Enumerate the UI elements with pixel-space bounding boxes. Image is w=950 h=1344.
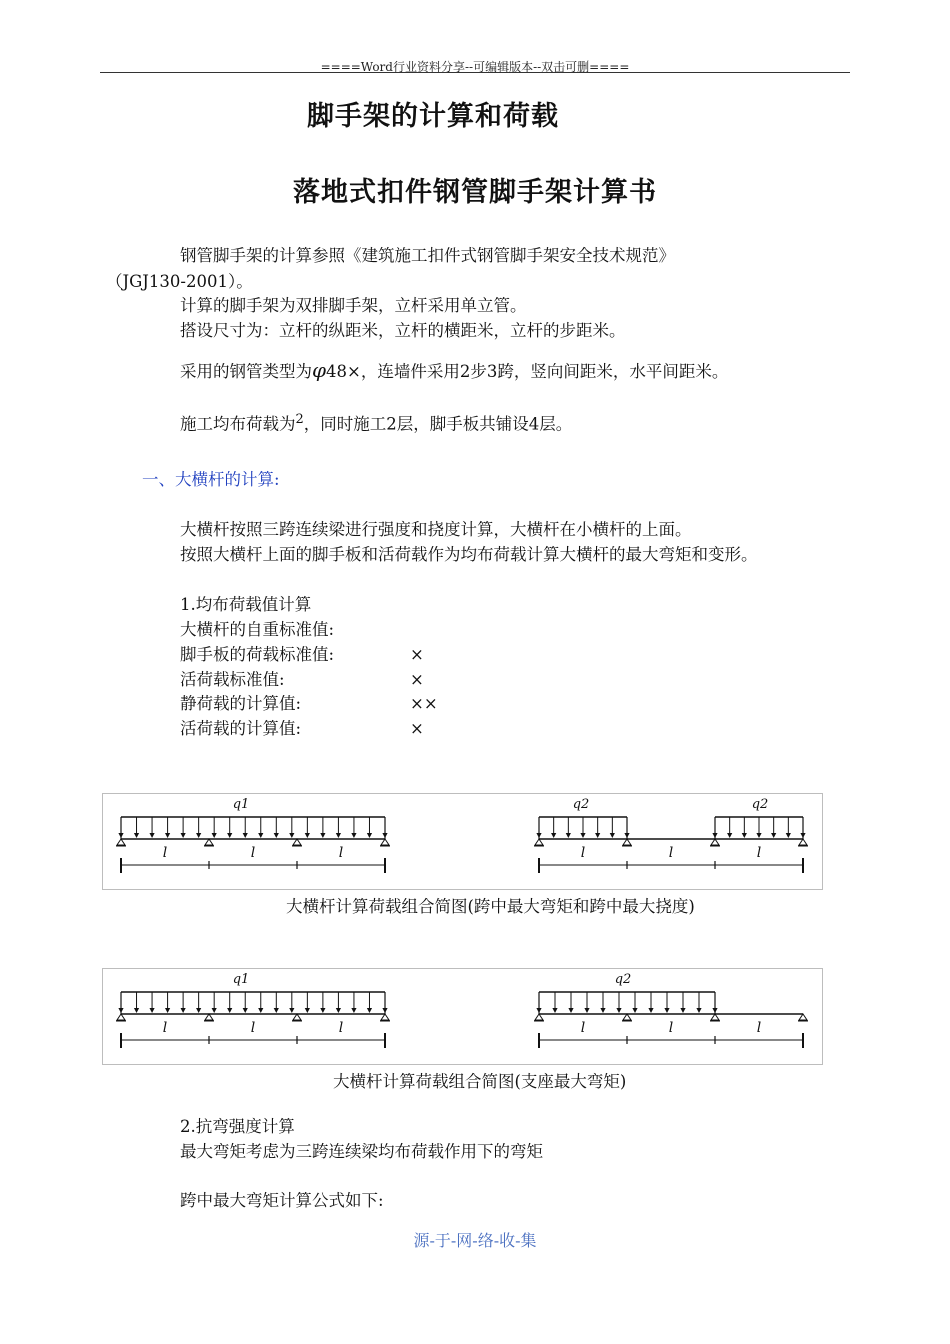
load-arrow-head — [258, 833, 263, 838]
load-arrow-head — [289, 1008, 294, 1013]
load-diagram-2-svg — [103, 969, 822, 1064]
load-row-label: 静荷载的计算值: — [180, 694, 302, 713]
load-arrow-head — [149, 833, 154, 838]
span-label: l — [580, 1020, 586, 1036]
intro-line-6-b: ，同时施工2层，脚手板共铺设4层。 — [303, 414, 573, 434]
load-arrow-head — [351, 1008, 356, 1013]
right-beam-two-span-load — [534, 972, 808, 1048]
span-label: l — [250, 845, 256, 861]
support-triangle — [205, 1014, 213, 1020]
load-arrow-head — [181, 1008, 186, 1013]
load-arrow-head — [536, 833, 541, 838]
header-note: ====Word行业资料分享--可编辑版本--双击可删==== — [320, 60, 630, 74]
support-triangle — [623, 1014, 631, 1020]
load-row-label: 脚手板的荷载标准值: — [180, 645, 335, 664]
support-triangle — [293, 839, 301, 845]
load-arrow-head — [320, 833, 325, 838]
support-triangle — [293, 1014, 301, 1020]
left-beam-full-load — [116, 797, 390, 873]
span-label: l — [756, 1020, 762, 1036]
left-beam-full-load — [116, 972, 390, 1048]
load-arrow-head — [756, 833, 761, 838]
span-label: l — [668, 1020, 674, 1036]
phi-symbol: φ — [312, 358, 327, 382]
load-arrow-head — [566, 833, 571, 838]
span-label: l — [162, 845, 168, 861]
support-triangle — [711, 1014, 719, 1020]
load-arrow-head — [552, 1008, 557, 1013]
load-label: q1 — [232, 797, 250, 812]
support-triangle — [799, 839, 807, 845]
support-triangle — [117, 839, 125, 845]
span-label: l — [250, 1020, 256, 1036]
figure-1-caption: 大横杆计算荷载组合简图(跨中最大弯矩和跨中最大挠度) — [286, 897, 695, 916]
document-title: 脚手架的计算和荷载 — [307, 101, 559, 132]
support-triangle — [711, 839, 719, 845]
load-arrow-head — [616, 1008, 621, 1013]
intro-line-6 — [180, 410, 572, 435]
load-arrow-head — [336, 833, 341, 838]
load-arrow-head — [320, 1008, 325, 1013]
load-arrow-head — [712, 1008, 717, 1013]
load-arrow-head — [727, 833, 732, 838]
load-diagram-2 — [102, 968, 823, 1065]
load-diagram-1 — [102, 793, 823, 890]
intro-line-5-b: 48×，连墙件采用2步3跨，竖向间距米，水平间距米。 — [326, 362, 729, 381]
load-arrow-head — [196, 1008, 201, 1013]
load-arrow-head — [610, 833, 615, 838]
load-arrow-head — [305, 833, 310, 838]
support-triangle — [381, 839, 389, 845]
load-arrow-head — [595, 833, 600, 838]
load-arrow-head — [624, 833, 629, 838]
section-1-paragraph-1: 大横杆按照三跨连续梁进行强度和挠度计算，大横杆在小横杆的上面。 — [180, 520, 692, 539]
header-rule — [100, 72, 850, 73]
intro-line-3: 计算的脚手架为双排脚手架，立杆采用单立管。 — [180, 296, 527, 315]
intro-line-5-a: 采用的钢管类型为 — [180, 362, 312, 381]
load-arrow-head — [134, 833, 139, 838]
load-row-value: × — [410, 719, 424, 738]
load-arrow-head — [336, 1008, 341, 1013]
intro-line-5 — [180, 360, 728, 382]
document-subtitle: 落地式扣件钢管脚手架计算书 — [293, 177, 657, 208]
load-arrow-head — [274, 833, 279, 838]
load-arrow-head — [258, 1008, 263, 1013]
load-arrow-head — [568, 1008, 573, 1013]
figure-2-caption: 大横杆计算荷载组合简图(支座最大弯矩) — [333, 1072, 627, 1091]
load-arrow-head — [243, 1008, 248, 1013]
support-triangle — [535, 839, 543, 845]
load-arrow-head — [800, 833, 805, 838]
load-arrow-head — [632, 1008, 637, 1013]
load-arrow-head — [165, 1008, 170, 1013]
span-label: l — [756, 845, 762, 861]
support-triangle — [117, 1014, 125, 1020]
span-label: l — [338, 845, 344, 861]
load-arrow-head — [305, 1008, 310, 1013]
load-arrow-head — [742, 833, 747, 838]
load-arrow-head — [118, 833, 123, 838]
load-arrow-head — [289, 833, 294, 838]
load-arrow-head — [243, 833, 248, 838]
load-arrow-head — [551, 833, 556, 838]
load-arrow-head — [536, 1008, 541, 1013]
span-label: l — [580, 845, 586, 861]
span-label: l — [338, 1020, 344, 1036]
load-row-value: × — [410, 645, 424, 664]
support-triangle — [381, 1014, 389, 1020]
load-arrow-head — [696, 1008, 701, 1013]
load-arrow-head — [600, 1008, 605, 1013]
load-row-label: 活荷载标准值: — [180, 670, 285, 689]
intro-line-1: 钢管脚手架的计算参照《建筑施工扣件式钢管脚手架安全技术规范》 — [180, 246, 675, 265]
load-arrow-head — [227, 833, 232, 838]
load-arrow-head — [274, 1008, 279, 1013]
load-arrow-head — [367, 1008, 372, 1013]
load-arrow-head — [196, 833, 201, 838]
section-1-heading: 一、大横杆的计算: — [142, 470, 280, 489]
intro-line-2: （JGJ130-2001）。 — [106, 272, 253, 291]
load-arrow-head — [771, 833, 776, 838]
load-arrow-head — [149, 1008, 154, 1013]
load-label: q1 — [232, 972, 250, 987]
load-label: q2 — [614, 972, 632, 987]
intro-line-6-a: 施工均布荷载为 — [180, 414, 296, 434]
load-arrow-head — [351, 833, 356, 838]
load-row-value: × — [410, 670, 424, 689]
load-arrow-head — [382, 1008, 387, 1013]
load-arrow-head — [212, 1008, 217, 1013]
load-arrow-head — [680, 1008, 685, 1013]
loads-heading: 1.均布荷载值计算 — [180, 595, 312, 614]
load-diagram-1-svg — [103, 794, 822, 889]
load-row-label: 活荷载的计算值: — [180, 719, 302, 738]
load-arrow-head — [181, 833, 186, 838]
footer-note: 源-于-网-络-收-集 — [413, 1231, 537, 1250]
load-row-value: ×× — [410, 694, 438, 713]
right-beam-pattern-load — [534, 797, 808, 873]
intro-line-6-sup: 2 — [295, 412, 304, 427]
load-arrow-head — [786, 833, 791, 838]
support-triangle — [535, 1014, 543, 1020]
load-arrow-head — [648, 1008, 653, 1013]
load-arrow-head — [664, 1008, 669, 1013]
load-arrow-head — [382, 833, 387, 838]
span-label: l — [668, 845, 674, 861]
load-arrow-head — [118, 1008, 123, 1013]
load-arrow-head — [212, 833, 217, 838]
load-arrow-head — [367, 833, 372, 838]
support-triangle — [205, 839, 213, 845]
load-label: q2 — [572, 797, 590, 812]
support-triangle — [799, 1014, 807, 1020]
load-arrow-head — [580, 833, 585, 838]
load-arrow-head — [584, 1008, 589, 1013]
load-arrow-head — [165, 833, 170, 838]
support-triangle — [623, 839, 631, 845]
span-label: l — [162, 1020, 168, 1036]
load-label: q2 — [751, 797, 769, 812]
section-1-paragraph-2: 按照大横杆上面的脚手板和活荷载作为均布荷载计算大横杆的最大弯矩和变形。 — [180, 545, 758, 564]
load-arrow-head — [227, 1008, 232, 1013]
section-2-paragraph-2: 跨中最大弯矩计算公式如下: — [180, 1191, 384, 1210]
section-2-paragraph-1: 最大弯矩考虑为三跨连续梁均布荷载作用下的弯矩 — [180, 1142, 543, 1161]
load-arrow-head — [712, 833, 717, 838]
intro-line-4: 搭设尺寸为：立杆的纵距米，立杆的横距米，立杆的步距米。 — [180, 321, 626, 340]
section-2-heading: 2.抗弯强度计算 — [180, 1117, 295, 1136]
load-arrow-head — [134, 1008, 139, 1013]
load-row-label: 大横杆的自重标准值: — [180, 620, 335, 639]
